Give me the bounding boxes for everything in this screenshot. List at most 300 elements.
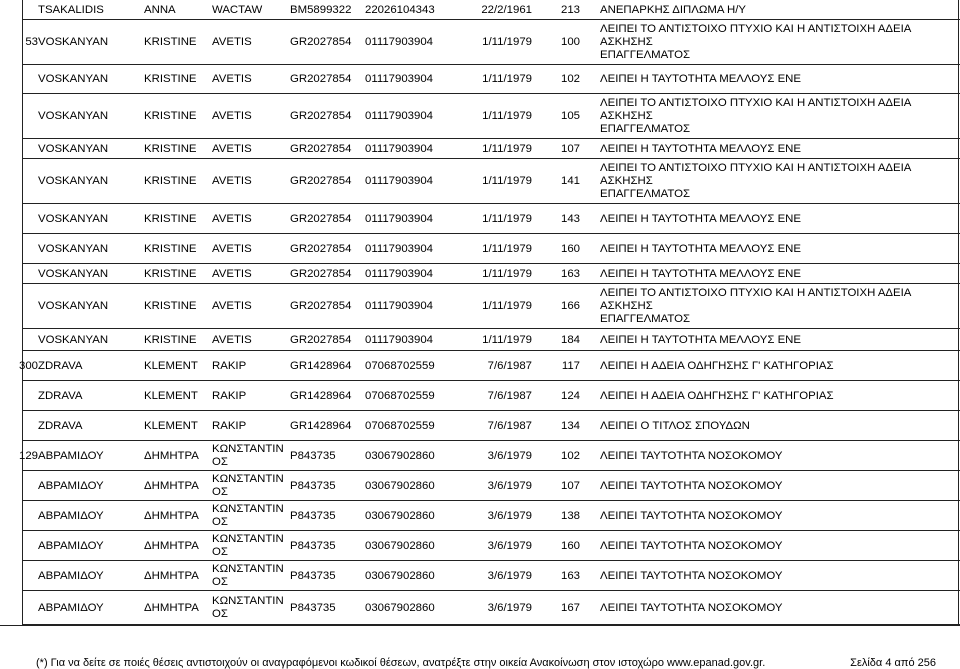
father-name-cell [212,561,284,591]
father-name-text: AVETIS [212,212,252,225]
position-code-cell [537,159,580,204]
tax-number-text: 01117903904 [365,73,433,85]
rejection-reason-line: ΛΕΙΠΕΙ ΤΟ ΑΝΤΙΣΤΟΙΧΟ ΠΤΥΧΙΟ ΚΑΙ Η ΑΝΤΙΣΤΟΙΧΗ ΑΔΕΙΑ ΑΣΚΗΣΗΣ [600,162,911,187]
first-name-text: KRISTINE [144,242,197,255]
position-code-text: 163 [560,267,580,280]
birth-date-text: 7/6/1987 [487,389,532,402]
position-code-text: 102 [560,73,580,85]
birth-date-cell [444,329,532,351]
id-number-cell [290,501,336,531]
rejection-reason-cell [600,329,950,351]
last-name-text: TSAKALIDIS [38,3,104,16]
father-name-line: ΚΩΝΣΤΑΝΤΙΝ [212,503,284,515]
tax-number-cell [365,0,435,20]
page-footer [0,625,960,669]
last-name-cell [38,20,108,65]
id-number-cell [290,204,351,234]
position-code-text: 105 [560,110,580,122]
table-row [0,329,960,351]
row-number-cell [0,411,38,441]
first-name-text: ΔΗΜΗΤΡΑ [144,509,199,522]
father-name-cell [212,65,252,94]
father-name-line: ΟΣ [212,576,228,588]
rejection-reason-line: ΛΕΙΠΕΙ Η ΤΑΥΤΟΤΗΤΑ ΜΕΛΛΟΥΣ ΕΝΕ [600,242,801,255]
tax-number-text: 03067902860 [365,479,435,492]
row-number-cell [0,284,38,329]
birth-date-text: 1/11/1979 [482,242,532,255]
table-row [0,411,960,441]
father-name-cell [212,471,284,501]
father-name-text: AVETIS [212,242,252,255]
last-name-cell [38,381,83,411]
id-number-text: P843735 [290,449,336,462]
position-code-cell [537,65,580,94]
rejection-reason-cell [600,264,950,284]
row-number-cell [0,501,38,531]
last-name-text: ΑΒΡΑΜΙΔΟΥ [38,601,104,614]
last-name-text: VOSKANYAN [38,73,109,85]
first-name-text: KRISTINE [144,300,197,312]
birth-date-cell [444,471,532,501]
row-number-cell [0,591,38,625]
row-number-cell [0,139,38,159]
first-name-cell [144,0,176,20]
position-code-cell [537,284,580,329]
position-code-cell [537,531,580,561]
rejection-reason-cell [600,139,950,159]
table-row [0,501,960,531]
rejection-reason-cell [600,441,950,471]
rejection-reason-cell [600,65,950,94]
birth-date-cell [444,531,532,561]
rejection-reason-line: ΛΕΙΠΕΙ ΤΑΥΤΟΤΗΤΑ ΝΟΣΟΚΟΜΟΥ [600,601,783,614]
birth-date-text: 1/11/1979 [482,267,532,280]
birth-date-cell [444,381,532,411]
father-name-line: ΟΣ [212,486,228,498]
position-code-cell [537,264,580,284]
table-row [0,284,960,329]
tax-number-cell [365,591,435,625]
first-name-text: ΔΗΜΗΤΡΑ [144,479,199,492]
first-name-cell [144,591,199,625]
position-code-cell [537,351,580,381]
last-name-cell [38,329,108,351]
birth-date-text: 7/6/1987 [487,359,532,372]
tax-number-cell [365,204,433,234]
birth-date-text: 1/11/1979 [482,333,532,346]
id-number-text: GR2027854 [290,212,352,225]
table-row [0,234,960,264]
first-name-text: ΔΗΜΗΤΡΑ [144,569,199,582]
id-number-text: BM5899322 [290,3,352,16]
tax-number-cell [365,329,433,351]
first-name-text: KRISTINE [144,110,197,122]
tax-number-text: 07068702559 [365,389,435,402]
table-row [0,139,960,159]
first-name-cell [144,65,197,94]
birth-date-cell [444,20,532,65]
first-name-cell [144,501,199,531]
position-code-cell [537,329,580,351]
last-name-text: ΑΒΡΑΜΙΔΟΥ [38,569,104,582]
father-name-cell [212,264,252,284]
last-name-text: VOSKANYAN [38,110,109,122]
table-row [0,65,960,94]
rejection-reason-line: ΛΕΙΠΕΙ ΤΟ ΑΝΤΙΣΤΟΙΧΟ ΠΤΥΧΙΟ ΚΑΙ Η ΑΝΤΙΣΤΟΙΧΗ ΑΔΕΙΑ ΑΣΚΗΣΗΣ [600,23,911,48]
id-number-cell [290,159,351,204]
father-name-text: RAKIP [212,389,247,402]
position-code-text: 163 [560,569,580,582]
tax-number-cell [365,264,433,284]
position-code-text: 100 [560,36,580,48]
id-number-text: GR1428964 [290,359,352,372]
last-name-text: ZDRAVA [38,419,83,432]
rejection-reason-line: ΕΠΑΓΓΕΛΜΑΤΟΣ [600,123,691,135]
id-number-cell [290,381,351,411]
first-name-text: KLEMENT [144,389,198,402]
first-name-text: ΔΗΜΗΤΡΑ [144,539,199,552]
id-number-text: GR2027854 [290,242,352,255]
position-code-text: 160 [560,242,580,255]
position-code-text: 184 [560,333,580,346]
footer-note: (*) Για να δείτε σε ποιές θέσεις αντιστοιχούν οι αναγραφόμενοι κωδικοί θέσεων, ανατρέξτε στην οικεία Ανακοίνωση στον ιστοχώρο www.epanad.gov.gr. [36,657,766,669]
tax-number-text: 01117903904 [365,242,433,255]
rejection-reason-line: ΛΕΙΠΕΙ Η ΤΑΥΤΟΤΗΤΑ ΜΕΛΛΟΥΣ ΕΝΕ [600,212,801,225]
rejection-reason-line: ΛΕΙΠΕΙ Η ΑΔΕΙΑ ΟΔΗΓΗΣΗΣ Γ' ΚΑΤΗΓΟΡΙΑΣ [600,359,834,372]
position-code-cell [537,234,580,264]
tax-number-text: 01117903904 [365,175,433,187]
position-code-cell [537,94,580,139]
tax-number-text: 01117903904 [365,300,433,312]
position-code-cell [537,441,580,471]
rejection-reason-cell [600,561,950,591]
position-code-text: 138 [560,509,580,522]
birth-date-cell [444,159,532,204]
father-name-line: ΚΩΝΣΤΑΝΤΙΝ [212,443,284,455]
last-name-cell [38,0,104,20]
rejection-reason-line: ΛΕΙΠΕΙ ΤΟ ΑΝΤΙΣΤΟΙΧΟ ΠΤΥΧΙΟ ΚΑΙ Η ΑΝΤΙΣΤΟΙΧΗ ΑΔΕΙΑ ΑΣΚΗΣΗΣ [600,287,911,312]
rejection-reason-cell [600,351,950,381]
row-number-cell [0,381,38,411]
rejection-reason-cell [600,234,950,264]
father-name-cell [212,381,246,411]
father-name-line: ΟΣ [212,608,228,620]
position-code-cell [537,204,580,234]
birth-date-cell [444,411,532,441]
table-row [0,471,960,501]
father-name-cell [212,139,252,159]
birth-date-cell [444,65,532,94]
birth-date-text: 1/11/1979 [482,300,532,312]
first-name-text: ΔΗΜΗΤΡΑ [144,449,199,462]
father-name-line: ΚΩΝΣΤΑΝΤΙΝ [212,473,284,485]
tax-number-cell [365,159,433,204]
id-number-cell [290,351,351,381]
rejection-reason-cell [600,284,950,329]
table-row [0,441,960,471]
last-name-cell [38,351,83,381]
father-name-cell [212,284,252,329]
rejection-reason-line: ΛΕΙΠΕΙ Η ΤΑΥΤΟΤΗΤΑ ΜΕΛΛΟΥΣ ΕΝΕ [600,73,801,85]
father-name-cell [212,351,246,381]
tax-number-text: 01117903904 [365,212,433,225]
last-name-text: ZDRAVA [38,389,83,402]
first-name-text: KRISTINE [144,73,197,85]
last-name-cell [38,561,104,591]
rejection-reason-line: ΛΕΙΠΕΙ ΤΑΥΤΟΤΗΤΑ ΝΟΣΟΚΟΜΟΥ [600,569,783,582]
last-name-text: VOSKANYAN [38,267,109,280]
last-name-text: ΑΒΡΑΜΙΔΟΥ [38,479,104,492]
tax-number-text: 03067902860 [365,509,435,522]
position-code-text: 107 [560,142,580,155]
position-code-text: 167 [560,601,580,614]
page-number: Σελίδα 4 από 256 [850,657,936,669]
father-name-line: ΟΣ [212,456,228,468]
tax-number-text: 03067902860 [365,539,435,552]
rejection-reason-cell [600,381,950,411]
id-number-text: P843735 [290,539,336,552]
last-name-cell [38,264,108,284]
birth-date-cell [444,264,532,284]
id-number-text: GR2027854 [290,333,352,346]
rejection-reason-line: ΛΕΙΠΕΙ ΤΑΥΤΟΤΗΤΑ ΝΟΣΟΚΟΜΟΥ [600,509,783,522]
father-name-cell [212,94,252,139]
tax-number-cell [365,20,433,65]
rejection-reason-line: ΛΕΙΠΕΙ Ο ΤΙΤΛΟΣ ΣΠΟΥΔΩΝ [600,419,750,432]
first-name-text: ΔΗΜΗΤΡΑ [144,601,199,614]
table-row [0,264,960,284]
last-name-text: VOSKANYAN [38,242,109,255]
id-number-cell [290,531,336,561]
first-name-cell [144,204,197,234]
tax-number-text: 01117903904 [365,267,433,280]
last-name-cell [38,234,108,264]
tax-number-cell [365,411,435,441]
rejection-reason-line: ΛΕΙΠΕΙ ΤΑΥΤΟΤΗΤΑ ΝΟΣΟΚΟΜΟΥ [600,449,783,462]
rejection-reason-line: ΛΕΙΠΕΙ ΤΟ ΑΝΤΙΣΤΟΙΧΟ ΠΤΥΧΙΟ ΚΑΙ Η ΑΝΤΙΣΤΟΙΧΗ ΑΔΕΙΑ ΑΣΚΗΣΗΣ [600,97,911,122]
tax-number-cell [365,441,435,471]
last-name-cell [38,284,108,329]
first-name-text: KLEMENT [144,419,198,432]
position-code-cell [537,471,580,501]
id-number-text: GR1428964 [290,389,352,402]
father-name-cell [212,591,284,625]
father-name-cell [212,501,284,531]
row-number-cell [0,471,38,501]
first-name-cell [144,381,198,411]
id-number-text: P843735 [290,509,336,522]
birth-date-text: 1/11/1979 [482,73,532,85]
birth-date-cell [444,139,532,159]
last-name-text: VOSKANYAN [38,300,109,312]
birth-date-text: 1/11/1979 [482,175,532,187]
father-name-line: ΟΣ [212,546,228,558]
id-number-cell [290,284,351,329]
id-number-cell [290,65,351,94]
table-row [0,591,960,625]
row-number-cell [0,561,38,591]
table-row [0,94,960,139]
last-name-cell [38,501,104,531]
first-name-cell [144,561,199,591]
tax-number-cell [365,501,435,531]
birth-date-text: 1/11/1979 [482,142,532,155]
father-name-text: AVETIS [212,175,252,187]
first-name-cell [144,471,199,501]
tax-number-cell [365,471,435,501]
row-number-text: 53 [25,36,38,48]
birth-date-text: 7/6/1987 [487,419,532,432]
rejection-reason-cell [600,501,950,531]
rejection-reason-cell [600,20,950,65]
tax-number-cell [365,234,433,264]
birth-date-text: 3/6/1979 [487,479,532,492]
birth-date-cell [444,284,532,329]
position-code-cell [537,561,580,591]
position-code-text: 213 [560,3,580,16]
rejection-reason-line: ΕΠΑΓΓΕΛΜΑΤΟΣ [600,188,691,200]
tax-number-text: 22026104343 [365,3,435,16]
birth-date-text: 3/6/1979 [487,449,532,462]
tax-number-cell [365,284,433,329]
id-number-text: GR2027854 [290,36,352,48]
id-number-cell [290,561,336,591]
tax-number-text: 07068702559 [365,419,435,432]
birth-date-cell [444,561,532,591]
father-name-cell [212,204,252,234]
tax-number-text: 07068702559 [365,359,435,372]
tax-number-cell [365,351,435,381]
father-name-cell [212,411,246,441]
father-name-text: RAKIP [212,419,247,432]
rejection-reason-line: ΛΕΙΠΕΙ ΤΑΥΤΟΤΗΤΑ ΝΟΣΟΚΟΜΟΥ [600,479,783,492]
last-name-cell [38,204,108,234]
last-name-cell [38,94,108,139]
first-name-cell [144,159,197,204]
birth-date-text: 1/11/1979 [482,212,532,225]
id-number-cell [290,234,351,264]
birth-date-cell [444,234,532,264]
row-number-cell [0,204,38,234]
father-name-cell [212,0,262,20]
position-code-text: 134 [560,419,580,432]
position-code-text: 143 [560,212,580,225]
birth-date-text: 1/11/1979 [482,110,532,122]
row-number-cell [0,0,38,20]
birth-date-text: 3/6/1979 [487,539,532,552]
row-number-cell [0,94,38,139]
father-name-text: AVETIS [212,333,252,346]
rejection-reason-cell [600,411,950,441]
rejection-reason-line: ΛΕΙΠΕΙ Η ΑΔΕΙΑ ΟΔΗΓΗΣΗΣ Γ' ΚΑΤΗΓΟΡΙΑΣ [600,389,834,402]
row-number-cell [0,351,38,381]
first-name-cell [144,234,197,264]
first-name-text: KRISTINE [144,267,197,280]
id-number-text: GR2027854 [290,267,352,280]
tax-number-text: 01117903904 [365,142,433,155]
last-name-cell [38,531,104,561]
birth-date-cell [444,94,532,139]
last-name-text: VOSKANYAN [38,142,109,155]
tax-number-cell [365,65,433,94]
last-name-text: ΑΒΡΑΜΙΔΟΥ [38,509,104,522]
father-name-text: AVETIS [212,142,252,155]
id-number-text: P843735 [290,601,336,614]
birth-date-text: 3/6/1979 [487,569,532,582]
rejection-reason-line: ΕΠΑΓΓΕΛΜΑΤΟΣ [600,49,691,61]
father-name-line: ΟΣ [212,516,228,528]
position-code-text: 124 [560,389,580,402]
first-name-cell [144,94,197,139]
position-code-text: 166 [560,300,580,312]
birth-date-text: 3/6/1979 [487,601,532,614]
tax-number-cell [365,561,435,591]
rejection-reason-line: ΑΝΕΠΑΡΚΗΣ ΔΙΠΛΩΜΑ Η/Υ [600,3,746,16]
father-name-cell [212,234,252,264]
birth-date-text: 1/11/1979 [482,36,532,48]
rejection-reason-line: ΛΕΙΠΕΙ Η ΤΑΥΤΟΤΗΤΑ ΜΕΛΛΟΥΣ ΕΝΕ [600,267,801,280]
id-number-text: GR1428964 [290,419,352,432]
rejection-reason-line: ΕΠΑΓΓΕΛΜΑΤΟΣ [600,313,691,325]
rejection-reason-cell [600,591,950,625]
position-code-text: 107 [560,479,580,492]
first-name-cell [144,264,197,284]
tax-number-text: 03067902860 [365,601,435,614]
first-name-text: KRISTINE [144,333,197,346]
father-name-text: AVETIS [212,36,252,48]
table-row [0,204,960,234]
table-row [0,381,960,411]
position-code-cell [537,501,580,531]
position-code-cell [537,591,580,625]
rejection-reason-cell [600,159,950,204]
last-name-text: VOSKANYAN [38,175,109,187]
first-name-text: ANNA [144,3,176,16]
birth-date-cell [444,204,532,234]
birth-date-cell [444,501,532,531]
position-code-text: 160 [560,539,580,552]
last-name-text: VOSKANYAN [38,333,109,346]
row-number-cell [0,329,38,351]
father-name-text: AVETIS [212,73,252,85]
first-name-text: KRISTINE [144,175,197,187]
table-row [0,20,960,65]
last-name-cell [38,471,104,501]
birth-date-cell [444,351,532,381]
tax-number-cell [365,139,433,159]
rejection-reason-line: ΛΕΙΠΕΙ Η ΤΑΥΤΟΤΗΤΑ ΜΕΛΛΟΥΣ ΕΝΕ [600,142,801,155]
first-name-text: KRISTINE [144,212,197,225]
rejection-reason-cell [600,531,950,561]
last-name-cell [38,411,83,441]
id-number-cell [290,0,351,20]
last-name-cell [38,65,108,94]
id-number-cell [290,411,351,441]
first-name-text: KRISTINE [144,36,197,48]
first-name-cell [144,284,197,329]
father-name-text: AVETIS [212,300,252,312]
id-number-cell [290,139,351,159]
first-name-cell [144,329,197,351]
last-name-text: VOSKANYAN [38,36,109,48]
first-name-text: KRISTINE [144,142,197,155]
first-name-cell [144,351,198,381]
rejection-reason-line: ΛΕΙΠΕΙ ΤΑΥΤΟΤΗΤΑ ΝΟΣΟΚΟΜΟΥ [600,539,783,552]
birth-date-cell [444,441,532,471]
father-name-cell [212,20,252,65]
rejection-reason-line: ΛΕΙΠΕΙ Η ΤΑΥΤΟΤΗΤΑ ΜΕΛΛΟΥΣ ΕΝΕ [600,333,801,346]
row-number-cell [0,531,38,561]
